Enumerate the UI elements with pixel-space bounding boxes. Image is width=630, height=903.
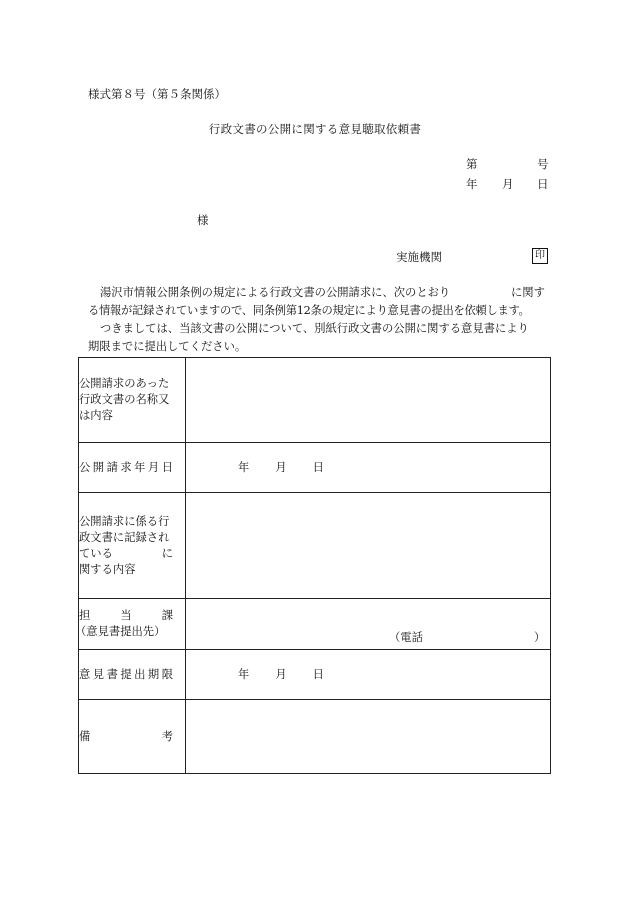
label-char: 備 [79,729,91,743]
remarks-label [79,700,186,774]
department-label [75,599,186,650]
body-line-3: つきましては、当該文書の公開について、別紙行政文書の公開に関する意見書により [100,322,529,335]
document-title: 行政文書の公開に関する意見聴取依頼書 [208,122,422,136]
year-label: 年 [238,460,250,474]
table-row [79,650,551,700]
request-date-value[interactable] [186,443,551,493]
recorded-info-value[interactable] [186,493,551,599]
label-char: 限 [161,667,173,681]
agency-label: 実施機関 [396,250,442,264]
label-char: 期 [147,667,160,681]
label-line: 行政文書の名称又 [79,393,170,406]
table-row [79,700,551,774]
label-char: 見 [92,667,105,681]
request-date-label [79,443,186,493]
label-line: 公開請求に係る行 [79,514,170,528]
date-month: 月 [502,177,514,191]
request-doc-label [79,358,186,443]
body-line-1a: 湯沢市情報公開条例の規定による行政文書の公開請求に、次のとおり [100,286,451,299]
label-char: 月 [147,460,160,474]
department-value[interactable] [186,599,551,650]
label-line: 関する内容 [79,562,136,576]
label-char: 考 [161,729,173,743]
label-line: 政文書に記録され [79,530,170,544]
number-suffix: 号 [537,157,549,171]
label-line [79,546,173,562]
table-row [79,358,551,443]
label-char: 課 [161,609,173,622]
label-line: 公開請求のあった [79,377,170,390]
label-char: 日 [161,460,173,474]
label-line: は内容 [79,409,113,422]
remarks-value[interactable] [186,700,551,774]
table-row [79,443,551,493]
day-label: 日 [312,667,324,681]
request-info-table [75,357,551,774]
submission-destination-note: （意見書提出先） [75,625,166,638]
seal-mark: 印 [532,248,548,264]
deadline-label [79,650,186,700]
date-year: 年 [466,177,478,191]
label-part: に [161,546,173,560]
addressee-suffix: 様 [197,213,209,227]
label-part: ている [79,546,113,560]
body-line-1b: に関す [511,286,545,299]
label-char: 意 [79,667,91,681]
label-char: 請 [106,460,118,474]
body-line-2: る情報が記録されていますので、同条例第12条の規定により意見書の提出を依頼します。 [88,304,530,317]
label-char: 求 [120,460,132,474]
phone-label: （電話 [389,631,423,644]
month-label: 月 [275,667,287,681]
label-char: 年 [134,460,146,474]
label-char: 開 [92,460,105,474]
label-char: 公 [79,460,91,474]
recorded-info-label [79,493,186,599]
table-row [79,493,551,599]
label-char: 書 [106,667,118,681]
phone-close: ） [534,631,546,644]
year-label: 年 [238,667,250,681]
date-day: 日 [537,177,549,191]
body-line-4: 期限までに提出してください。 [88,340,247,353]
label-char: 提 [120,667,132,681]
form-number: 様式第８号（第５条関係） [88,87,226,101]
day-label: 日 [312,460,324,474]
deadline-value[interactable] [186,650,551,700]
label-char: 当 [120,609,132,622]
month-label: 月 [275,460,287,474]
label-char: 出 [134,667,146,681]
number-prefix: 第 [466,157,478,171]
table-row [79,599,551,650]
request-doc-value[interactable] [186,358,551,443]
label-char: 担 [79,609,91,622]
